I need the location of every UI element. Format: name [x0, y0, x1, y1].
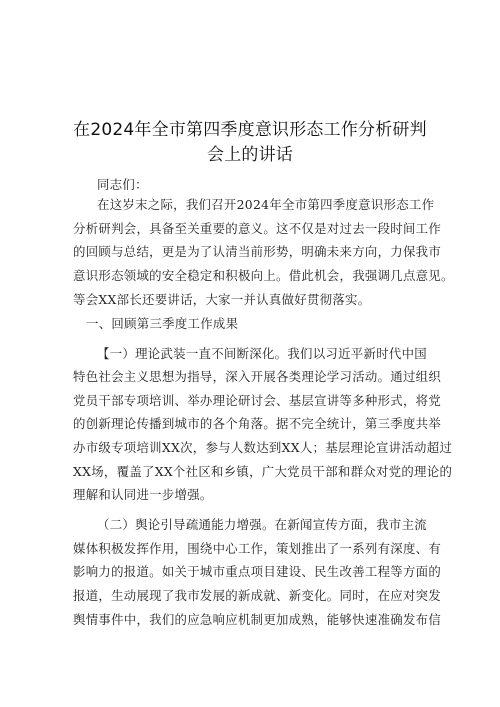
intro-line: 在这岁末之际，我们召开2024年全市第四季度意识形态工作 — [97, 197, 435, 212]
section-heading: 一、回顾第三季度工作成果 — [86, 316, 239, 331]
paragraph-line: 影响力的报道。如关于城市重点项目建设、民生改善工程等方面的 — [73, 564, 442, 579]
paragraph-line: 报道，生动展现了我市发展的新成就、新变化。同时，在应对突发 — [73, 588, 442, 603]
document-title-line-2: 会上的讲话 — [207, 145, 293, 165]
greeting: 同志们： — [97, 177, 148, 192]
intro-line: 的回顾与总结，更是为了认清当前形势，明确未来方向，力保我市 — [73, 244, 442, 259]
paragraph-line: 理解和认同进一步增强。 — [73, 487, 213, 502]
intro-line: 分析研判会，具备至关重要的意义。这不仅是对过去一段时间工作 — [73, 221, 442, 236]
paragraph-line: 舆情事件中，我们的应急响应机制更加成熟，能够快速准确发布信 — [73, 612, 442, 627]
paragraph-line: XX场，覆盖了XX个社区和乡镇，广大党员干部和群众对党的理论的 — [73, 464, 453, 479]
paragraph-line: 党员干部专项培训、举办理论研讨会、基层宣讲等多种形式，将党 — [73, 393, 442, 408]
paragraph-line: （二）舆论引导疏通能力增强。在新闻宣传方面，我市主流 — [97, 517, 427, 532]
intro-line: 等会XX部长还要讲话，大家一并认真做好贯彻落实。 — [73, 292, 371, 307]
paragraph-line: 媒体积极发挥作用，围绕中心工作，策划推出了一系列有深度、有 — [73, 541, 442, 556]
paragraph-line: 办市级专项培训XX次，参与人数达到XX人；基层理论宣讲活动超过 — [73, 440, 453, 455]
paragraph-line: 的创新理论传播到城市的各个角落。据不完全统计，第三季度共举 — [73, 416, 442, 431]
intro-line: 意识形态领域的安全稳定和积极向上。借此机会，我强调几点意见。 — [73, 268, 454, 283]
paragraph-line: 特色社会主义思想为指导，深入开展各类理论学习活动。通过组织 — [73, 369, 442, 384]
paragraph-line: 【一）理论武装一直不间断深化。我们以习近平新时代中国 — [97, 346, 427, 361]
document-title-line-1: 在2024年全市第四季度意识形态工作分析研判 — [73, 120, 427, 140]
